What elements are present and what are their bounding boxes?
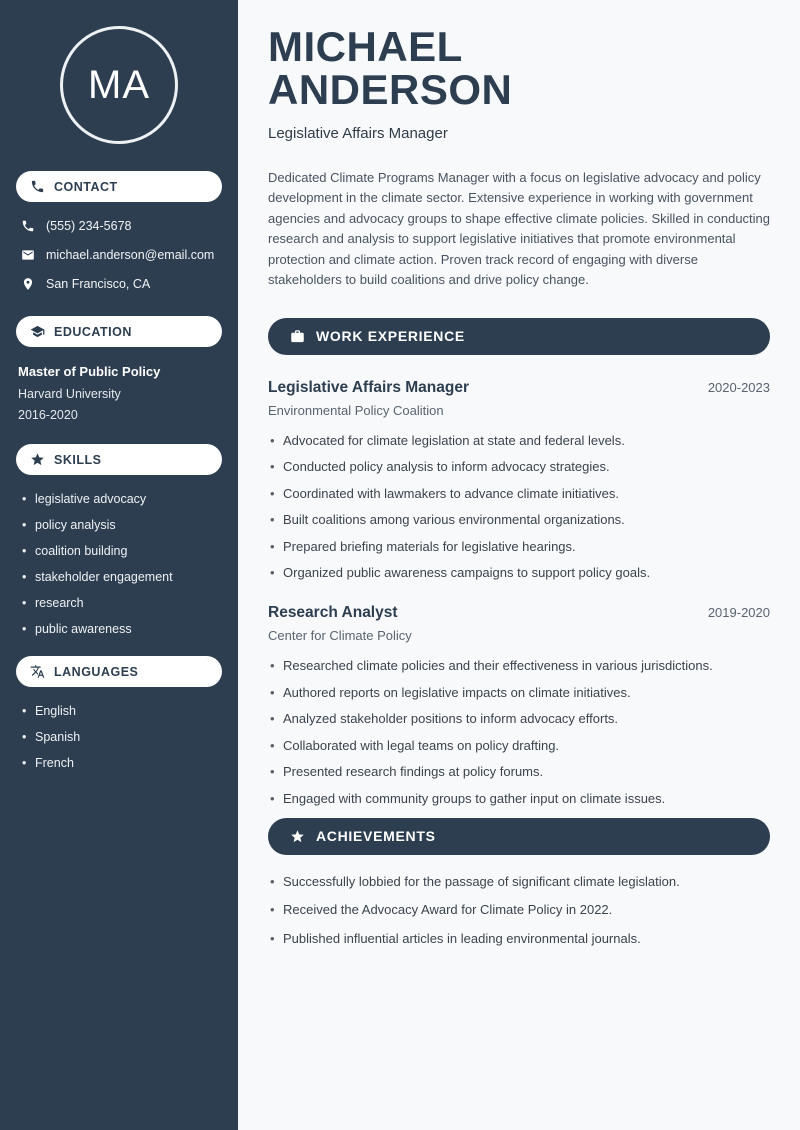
language-item: • French [22,756,222,770]
skill-item: • research [22,596,222,610]
phone-icon [21,219,35,233]
job-bullet-list [268,433,770,581]
avatar-initials: MA [88,62,150,107]
education-entry [18,364,222,422]
phone-icon [30,179,45,194]
briefcase-icon [290,329,305,344]
language-item: • English [22,704,222,718]
star-icon [290,829,305,844]
contact-location [21,277,222,291]
job-role: Research Analyst [268,604,398,622]
skills-section-title: SKILLS [54,452,102,467]
contact-email [21,248,222,262]
job-role: Legislative Affairs Manager [268,378,469,396]
main-content [238,0,800,1130]
contact-phone-text: (555) 234-5678 [46,219,132,233]
education-section-header [16,316,222,347]
job-bullet: • Analyzed stakeholder positions to inform advocacy efforts. [268,711,770,726]
job-dates: 2019-2020 [707,605,770,621]
translate-icon [30,664,45,679]
achievement-bullet: • Successfully lobbied for the passage of significant climate legislation. [268,874,770,889]
education-school: Harvard University [18,387,121,401]
skill-item: • coalition building [22,544,222,558]
skill-item: • legislative advocacy [22,492,222,506]
job-bullet: • Presented research findings at policy forums. [268,764,770,779]
contact-section-header [16,171,222,202]
graduation-cap-icon [30,324,45,339]
job-bullet-list [268,658,770,806]
job-company: Center for Climate Policy [268,628,412,644]
job-bullet: • Built coalitions among various environmental organizations. [268,512,770,527]
job-bullet: • Prepared briefing materials for legislative hearings. [268,539,770,554]
job-bullet: • Researched climate policies and their effectiveness in various jurisdictions. [268,658,770,673]
skills-section-header [16,444,222,475]
work-experience-section-header [268,318,770,355]
job-bullet: • Engaged with community groups to gather input on climate issues. [268,791,770,806]
languages-list [22,704,222,770]
contact-section-title: CONTACT [54,179,118,194]
job-bullet: • Organized public awareness campaigns to support policy goals. [268,565,770,580]
contact-phone [21,219,222,233]
work-experience-section-title: WORK EXPERIENCE [316,328,465,345]
achievements-section-title: ACHIEVEMENTS [316,828,436,845]
location-pin-icon [21,277,35,291]
candidate-job-title: Legislative Affairs Manager [268,124,448,142]
achievements-section-header [268,818,770,855]
job-bullet: • Authored reports on legislative impacts on climate initiatives. [268,685,770,700]
summary-paragraph: Dedicated Climate Programs Manager with a focus on legislative advocacy and policy development in the climate sector. Extensive experience in working with government agencies and advocacy groups to shape effective climate policies. Skilled in conducting research and analysis to support legislative initiatives that promote environmental protection and climate action. Proven track record of engaging with diverse stakeholders to build coalitions and drive policy change. [268,169,771,288]
language-item: • Spanish [22,730,222,744]
job-dates: 2020-2023 [707,379,770,395]
star-icon [30,452,45,467]
education-years: 2016-2020 [18,408,78,422]
job-header [268,604,770,622]
education-section-title: EDUCATION [54,324,132,339]
avatar [60,26,178,144]
achievements-list [268,874,770,946]
job-bullet: • Collaborated with legal teams on policy drafting. [268,738,770,753]
job-bullet: • Coordinated with lawmakers to advance climate initiatives. [268,486,770,501]
skill-item: • stakeholder engagement [22,570,222,584]
email-icon [21,248,35,262]
languages-section-header [16,656,222,687]
skill-item: • policy analysis [22,518,222,532]
job-bullet: • Conducted policy analysis to inform advocacy strategies. [268,459,770,474]
job-entry [268,604,770,806]
skills-list [22,492,222,636]
job-company: Environmental Policy Coalition [268,402,444,418]
achievement-bullet: • Received the Advocacy Award for Climate Policy in 2022. [268,902,770,917]
languages-section-title: LANGUAGES [54,664,139,679]
contact-location-text: San Francisco, CA [46,277,151,291]
sidebar [0,0,238,1130]
job-header [268,379,770,397]
job-entry [268,379,770,581]
education-degree: Master of Public Policy [18,364,161,379]
skill-item: • public awareness [22,622,222,636]
achievement-bullet: • Published influential articles in leading environmental journals. [268,931,770,946]
candidate-name-line2: ANDERSON [268,65,513,113]
contact-email-text: michael.anderson@email.com [46,248,215,262]
candidate-name [268,23,770,113]
job-bullet: • Advocated for climate legislation at state and federal levels. [268,433,770,448]
candidate-name-line1: MICHAEL [268,23,463,70]
